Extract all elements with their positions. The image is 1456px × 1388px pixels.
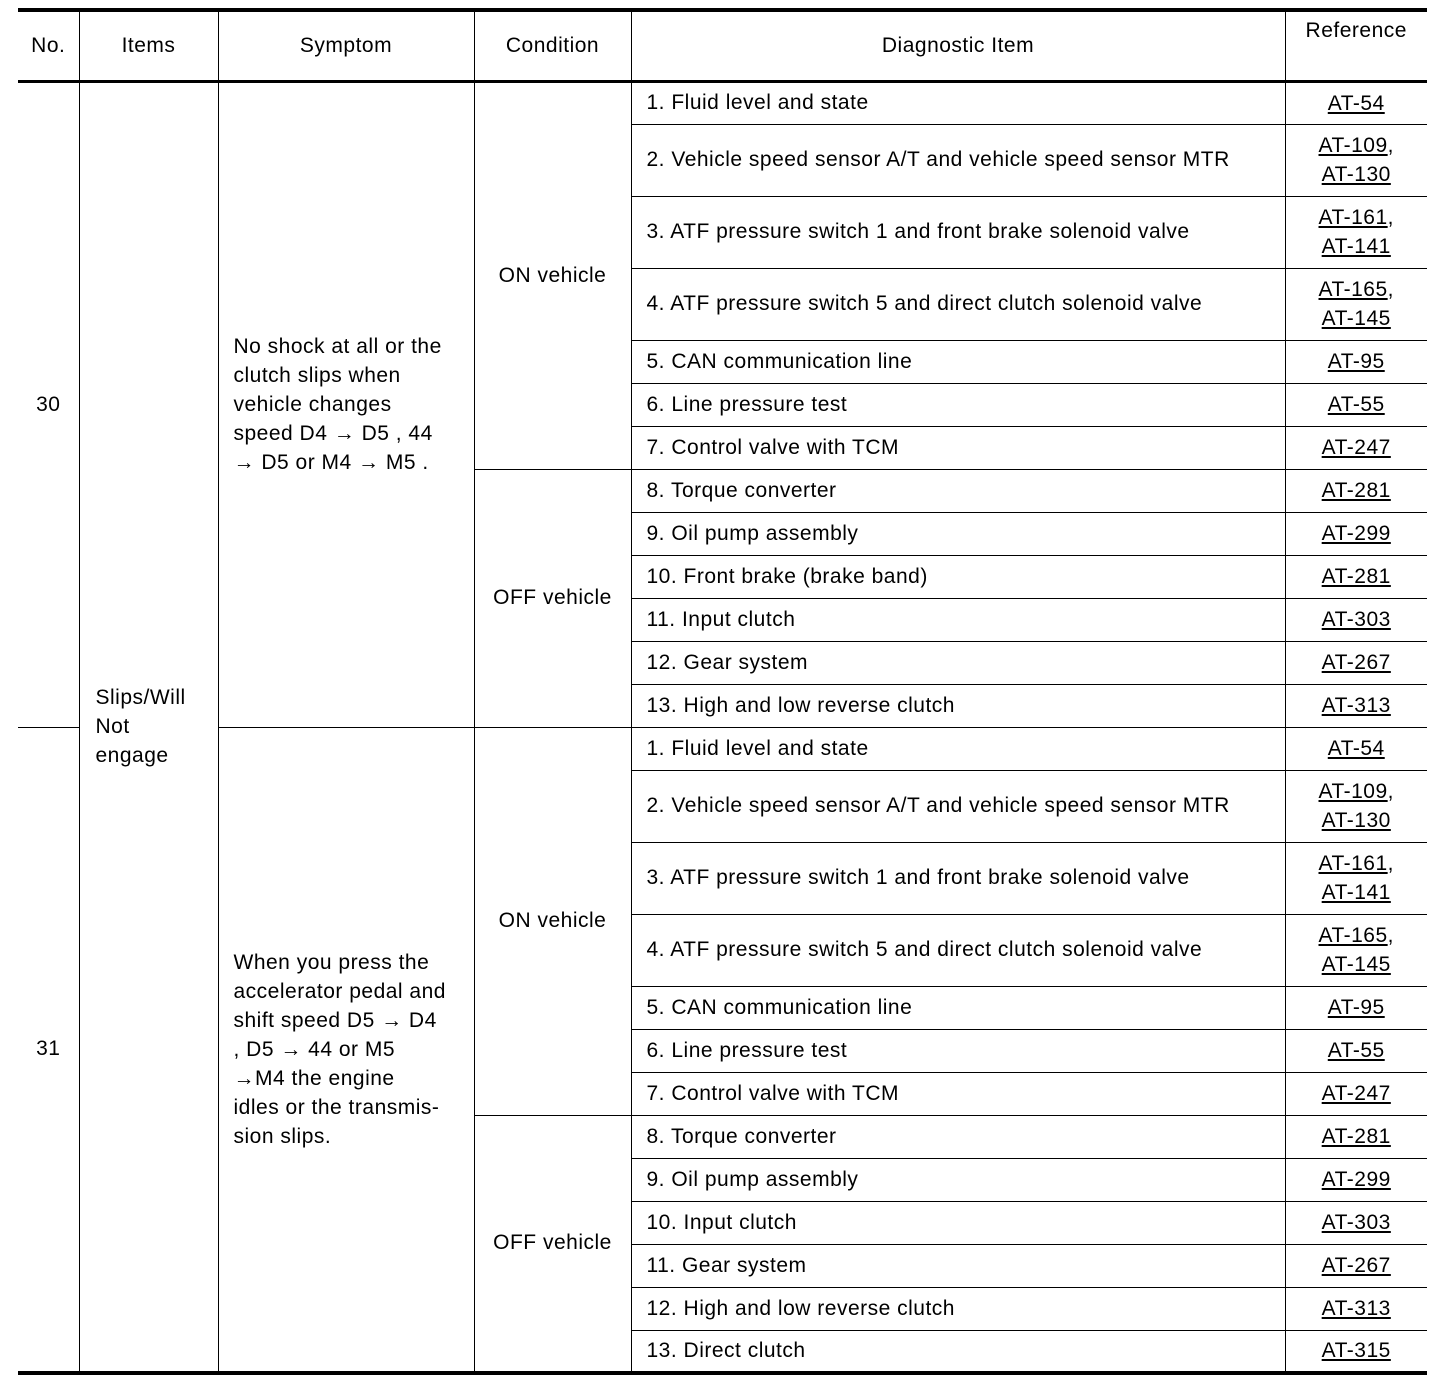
reference-cell: AT-165, AT-145 [1285, 914, 1427, 986]
diagnostic-item: 1. Fluid level and state [631, 81, 1285, 124]
condition-cell: OFF vehicle [474, 469, 631, 727]
table-row [18, 81, 1427, 124]
diagnostic-item: 7. Control valve with TCM [631, 1072, 1285, 1115]
reference-cell [1285, 598, 1427, 641]
diagnosis-table [18, 8, 1427, 1375]
reference-link[interactable]: AT-145 [1321, 953, 1391, 976]
diagnostic-item: 5. CAN communication line [631, 340, 1285, 383]
header-diagnostic-item: Diagnostic Item [631, 10, 1285, 81]
reference-link[interactable]: AT-313 [1321, 1297, 1391, 1320]
reference-link[interactable]: AT-299 [1321, 1168, 1391, 1191]
diagnostic-item: 2. Vehicle speed sensor A/T and vehicle speed sensor MTR [631, 124, 1285, 196]
reference-link[interactable]: AT-247 [1321, 436, 1391, 459]
condition-cell: OFF vehicle [474, 1115, 631, 1373]
reference-cell [1285, 426, 1427, 469]
header-items: Items [79, 10, 218, 81]
diagnostic-item: 6. Line pressure test [631, 1029, 1285, 1072]
reference-link[interactable]: AT-299 [1321, 522, 1391, 545]
diagnostic-item: 11. Gear system [631, 1244, 1285, 1287]
diagnostic-item: 4. ATF pressure switch 5 and direct clutch solenoid valve [631, 268, 1285, 340]
reference-link[interactable]: AT-281 [1321, 479, 1391, 502]
diagnostic-item: 11. Input clutch [631, 598, 1285, 641]
reference-cell: AT-165, AT-145 [1285, 268, 1427, 340]
reference-cell [1285, 641, 1427, 684]
reference-cell [1285, 383, 1427, 426]
reference-link[interactable]: AT-141 [1321, 235, 1391, 258]
symptom-cell [218, 727, 474, 1373]
condition-cell: ON vehicle [474, 81, 631, 469]
row-number: 31 [18, 727, 79, 1373]
reference-link[interactable]: AT-130 [1321, 809, 1391, 832]
diagnostic-item: 2. Vehicle speed sensor A/T and vehicle speed sensor MTR [631, 770, 1285, 842]
diagnostic-item: 13. Direct clutch [631, 1330, 1285, 1373]
row-number: 30 [18, 81, 79, 727]
reference-link[interactable]: AT-315 [1321, 1339, 1391, 1363]
diagnostic-item: 9. Oil pump assembly [631, 1158, 1285, 1201]
diagnostic-item: 4. ATF pressure switch 5 and direct clutch solenoid valve [631, 914, 1285, 986]
diagnostic-item: 8. Torque converter [631, 469, 1285, 512]
reference-cell [1285, 340, 1427, 383]
table-row [18, 727, 1427, 770]
reference-link[interactable]: AT-247 [1321, 1082, 1391, 1105]
reference-link[interactable]: AT-109 [1318, 134, 1388, 157]
reference-link[interactable]: AT-267 [1321, 651, 1391, 674]
reference-link[interactable]: AT-145 [1321, 307, 1391, 330]
diagnostic-item: 8. Torque converter [631, 1115, 1285, 1158]
reference-link[interactable]: AT-303 [1321, 608, 1391, 631]
header-condition: Condition [474, 10, 631, 81]
reference-link[interactable]: AT-267 [1321, 1254, 1391, 1277]
reference-cell [1285, 727, 1427, 770]
diagnostic-item: 10. Input clutch [631, 1201, 1285, 1244]
diagnostic-item: 12. High and low reverse clutch [631, 1287, 1285, 1330]
header-row [18, 10, 1427, 81]
reference-link[interactable]: AT-281 [1321, 565, 1391, 588]
reference-cell [1285, 1158, 1427, 1201]
diagnostic-item: 6. Line pressure test [631, 383, 1285, 426]
symptom-text: No shock at all or the clutch slips when vehicle changes speed D4 → D5 , 44 → D5 or M4 → M5 . [233, 335, 442, 474]
diagnostic-item: 13. High and low reverse clutch [631, 684, 1285, 727]
diagnostic-item: 12. Gear system [631, 641, 1285, 684]
items-cell [79, 81, 218, 1373]
reference-link[interactable]: AT-54 [1327, 737, 1385, 760]
diagnostic-item: 3. ATF pressure switch 1 and front brake solenoid valve [631, 196, 1285, 268]
reference-link[interactable]: AT-95 [1327, 996, 1385, 1019]
header-reference: Reference [1285, 10, 1427, 81]
reference-link[interactable]: AT-165 [1318, 924, 1388, 947]
reference-link[interactable]: AT-95 [1327, 350, 1385, 373]
reference-cell: AT-161, AT-141 [1285, 196, 1427, 268]
reference-cell [1285, 469, 1427, 512]
diagnostic-item: 5. CAN communication line [631, 986, 1285, 1029]
reference-cell [1285, 81, 1427, 124]
reference-link[interactable]: AT-109 [1318, 780, 1388, 803]
diagnostic-item: 10. Front brake (brake band) [631, 555, 1285, 598]
table-body [18, 81, 1427, 1373]
reference-cell [1285, 1072, 1427, 1115]
reference-cell [1285, 1330, 1427, 1373]
reference-link[interactable]: AT-281 [1321, 1125, 1391, 1148]
reference-cell [1285, 986, 1427, 1029]
reference-link[interactable]: AT-54 [1327, 91, 1385, 115]
symptom-text: When you press the accelerator pedal and shift speed D5 → D4 , D5 → 44 or M5 →M4 the engine idles or the transmis- sion slips. [233, 950, 446, 1148]
reference-cell: AT-109, AT-130 [1285, 124, 1427, 196]
reference-link[interactable]: AT-313 [1321, 694, 1391, 717]
reference-cell: AT-109, AT-130 [1285, 770, 1427, 842]
diagnostic-item: 1. Fluid level and state [631, 727, 1285, 770]
reference-cell [1285, 1029, 1427, 1072]
diagnostic-item: 7. Control valve with TCM [631, 426, 1285, 469]
reference-cell [1285, 1201, 1427, 1244]
reference-link[interactable]: AT-161 [1318, 206, 1388, 229]
reference-link[interactable]: AT-165 [1318, 278, 1388, 301]
header-no: No. [18, 10, 79, 81]
reference-cell [1285, 1244, 1427, 1287]
header-symptom: Symptom [218, 10, 474, 81]
diagnostic-item: 3. ATF pressure switch 1 and front brake solenoid valve [631, 842, 1285, 914]
reference-link[interactable]: AT-141 [1321, 881, 1391, 904]
reference-link[interactable]: AT-161 [1318, 852, 1388, 875]
reference-cell: AT-161, AT-141 [1285, 842, 1427, 914]
reference-cell [1285, 555, 1427, 598]
reference-cell [1285, 684, 1427, 727]
reference-cell [1285, 1287, 1427, 1330]
reference-link[interactable]: AT-303 [1321, 1211, 1391, 1234]
symptom-cell [218, 81, 474, 727]
reference-link[interactable]: AT-130 [1321, 163, 1391, 186]
reference-link[interactable]: AT-55 [1327, 393, 1385, 416]
reference-cell [1285, 512, 1427, 555]
reference-cell [1285, 1115, 1427, 1158]
diagnostic-item: 9. Oil pump assembly [631, 512, 1285, 555]
condition-cell: ON vehicle [474, 727, 631, 1115]
reference-link[interactable]: AT-55 [1327, 1039, 1385, 1062]
items-text: Slips/Will Not engage [95, 686, 186, 768]
